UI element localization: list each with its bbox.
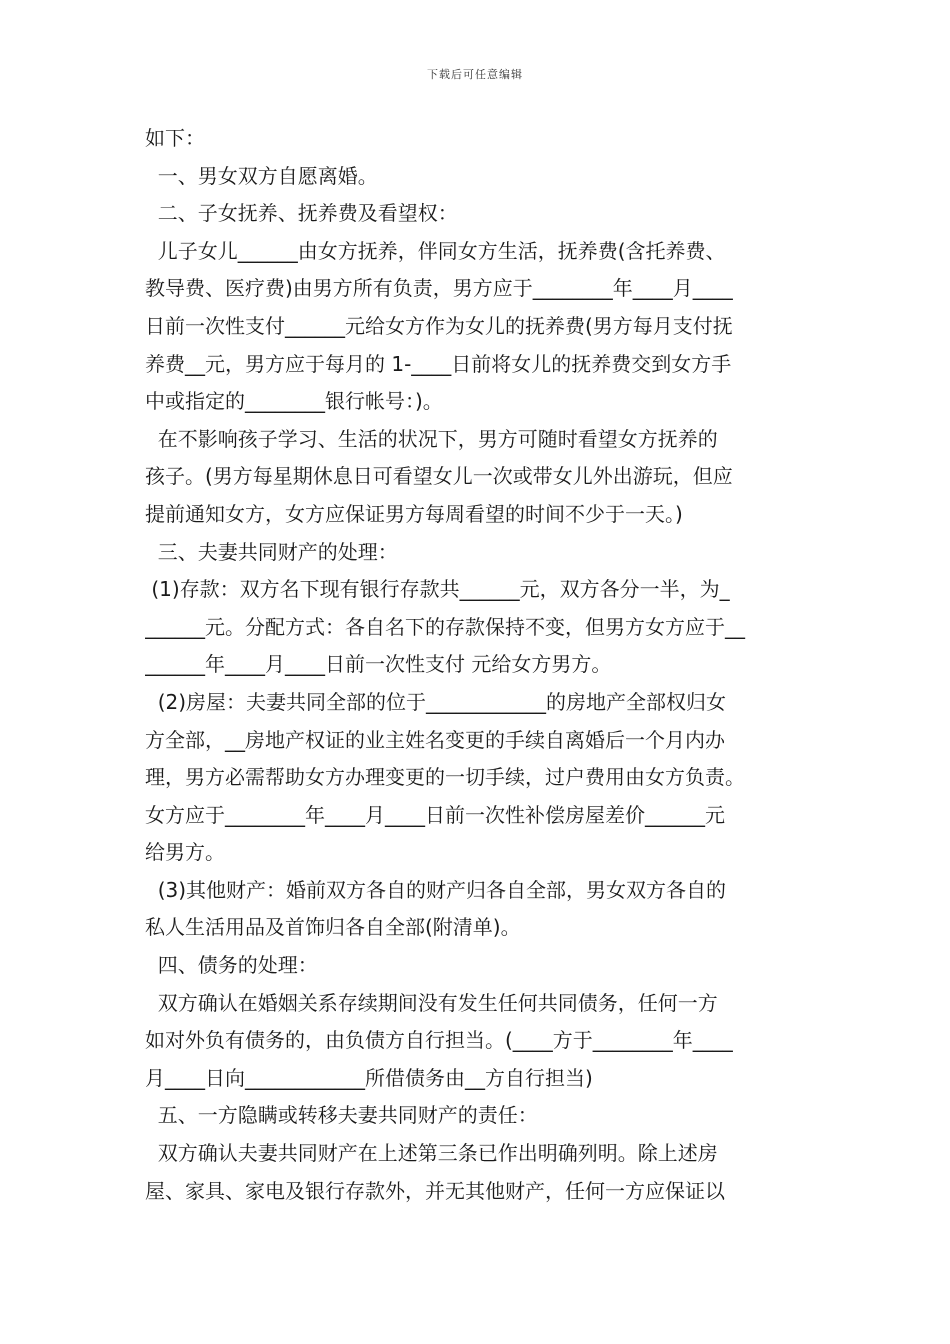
text-line: 如下： <box>145 126 205 150</box>
text-line: 日前一次性支付______元给女方作为女儿的抚养费(男方每月支付抚 <box>145 313 733 338</box>
text-line: 提前通知女方，女方应保证男方每周看望的时间不少于一天。) <box>145 501 683 526</box>
section-heading: 一、男女双方自愿离婚。 <box>145 163 378 188</box>
text-line: 如对外负有债务的，由负债方自行担当。(____方于________年____ <box>145 1028 733 1053</box>
section-heading: 二、子女抚养、抚养费及看望权： <box>145 201 458 226</box>
text-line: 中或指定的________银行帐号：)。 <box>145 389 443 414</box>
text-line: (3)其他财产：婚前双方各自的财产归各自全部，男女双方各自的 <box>145 877 727 902</box>
text-line: 养费__元，男方应于每月的 1-____日前将女儿的抚养费交到女方手 <box>145 351 732 376</box>
text-line: 月____日向____________所借债务由__方自行担当) <box>145 1065 593 1090</box>
text-line: 双方确认夫妻共同财产在上述第三条已作出明确列明。除上述房 <box>145 1141 718 1166</box>
section-heading: 三、夫妻共同财产的处理： <box>145 539 398 564</box>
section-heading: 四、债务的处理： <box>145 953 318 978</box>
text-line: ______年____月____日前一次性支付 元给女方男方。 <box>145 652 612 677</box>
document-body <box>145 120 810 1210</box>
section-heading: 五、一方隐瞒或转移夫妻共同财产的责任： <box>145 1103 538 1128</box>
page-header: 下载后可任意编辑 <box>427 68 523 81</box>
text-line: ______元。分配方式：各自名下的存款保持不变，但男方女方应于__ <box>145 614 745 639</box>
text-line: 教导费、医疗费)由男方所有负责，男方应于________年____月____ <box>145 276 733 301</box>
text-line: 方全部，__房地产权证的业主姓名变更的手续自离婚后一个月内办 <box>145 727 725 752</box>
text-line: 女方应于________年____月____日前一次性补偿房屋差价______元 <box>145 802 725 827</box>
text-line: 屋、家具、家电及银行存款外，并无其他财产，任何一方应保证以 <box>145 1178 725 1203</box>
text-line: (1)存款：双方名下现有银行存款共______元，双方各分一半，为_ <box>145 577 730 602</box>
text-line: 给男方。 <box>145 840 225 865</box>
text-line: 理，男方必需帮助女方办理变更的一切手续，过户费用由女方负责。 <box>145 765 745 790</box>
text-line: 双方确认在婚姻关系存续期间没有发生任何共同债务，任何一方 <box>145 990 718 1015</box>
text-line: 私人生活用品及首饰归各自全部(附清单)。 <box>145 915 521 940</box>
text-line: 孩子。(男方每星期休息日可看望女儿一次或带女儿外出游玩，但应 <box>145 464 733 489</box>
text-line: 在不影响孩子学习、生活的状况下，男方可随时看望女方抚养的 <box>145 426 718 451</box>
text-line: 儿子女儿______由女方抚养，伴同女方生活，抚养费(含托养费、 <box>145 238 726 263</box>
text-line: (2)房屋：夫妻共同全部的位于____________的房地产全部权归女 <box>145 689 727 714</box>
